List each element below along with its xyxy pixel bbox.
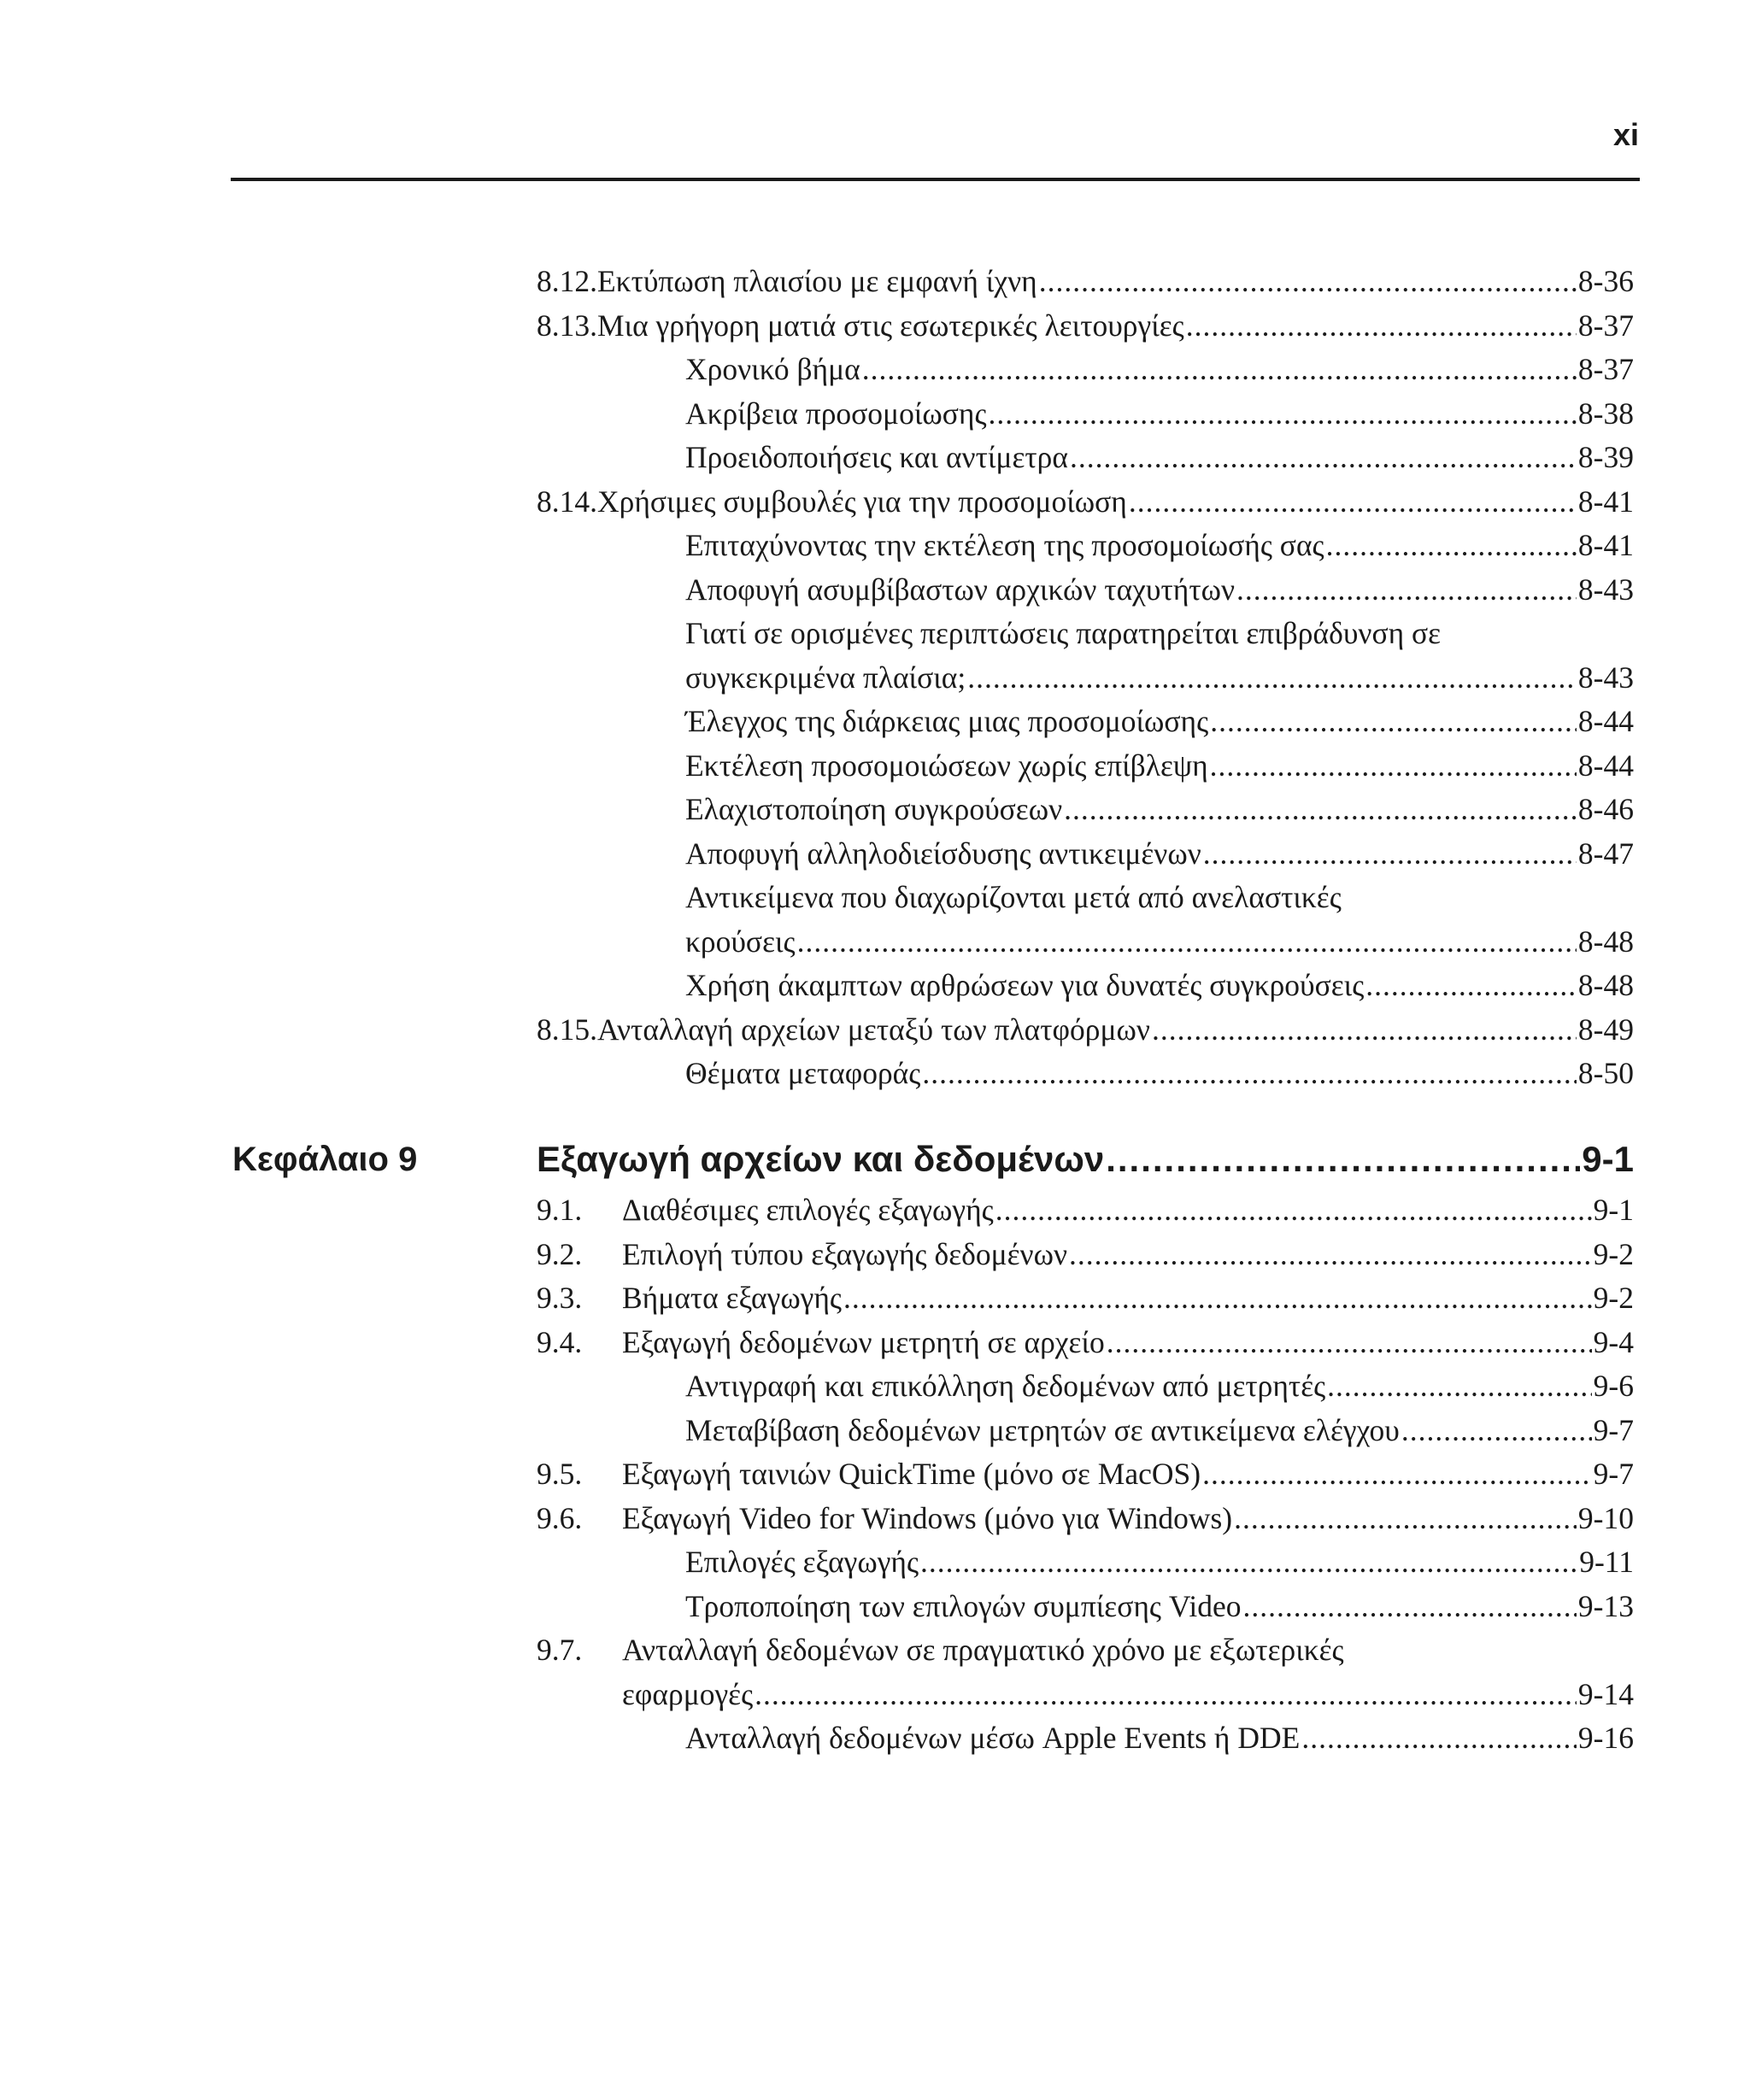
toc-subentry[interactable]: [537, 656, 1634, 701]
toc-section-9: [537, 1188, 1634, 1761]
toc-entry-title: Διαθέσιμες επιλογές εξαγωγής: [622, 1193, 994, 1227]
toc-subentry[interactable]: [537, 1364, 1634, 1409]
toc-entry-page: 8-38: [1577, 396, 1634, 431]
toc-subentry[interactable]: [537, 1409, 1634, 1453]
dot-leader: [1210, 744, 1577, 789]
toc-subentry[interactable]: [537, 392, 1634, 437]
dot-leader: [922, 1052, 1577, 1096]
toc-subentry[interactable]: [537, 1585, 1634, 1629]
dot-leader: [1365, 964, 1577, 1008]
chapter-title-link[interactable]: [537, 1138, 1634, 1181]
toc-subentry[interactable]: [537, 568, 1634, 613]
dot-leader: [989, 392, 1577, 437]
toc-subentry[interactable]: [537, 524, 1634, 568]
toc-entry[interactable]: [537, 1452, 1634, 1497]
toc-subentry[interactable]: [537, 1716, 1634, 1761]
toc-entry[interactable]: [537, 1233, 1634, 1277]
toc-subentry[interactable]: [537, 436, 1634, 480]
dot-leader: [1234, 1497, 1577, 1541]
dot-leader: [920, 1540, 1577, 1585]
toc-entry-title: Προειδοποιήσεις και αντίμετρα: [685, 440, 1068, 474]
toc-entry-title: Χρήση άκαμπτων αρθρώσεων για δυνατές συγκρούσεις: [685, 968, 1365, 1002]
dot-leader: [967, 656, 1577, 701]
toc-entry-title: 8.15.Ανταλλαγή αρχείων μεταξύ των πλατφόρμων: [537, 1012, 1150, 1047]
dot-leader: [797, 920, 1577, 965]
toc-entry-title: Εξαγωγή δεδομένων μετρητή σε αρχείο: [622, 1324, 1105, 1359]
toc-entry-page: 9-7: [1593, 1457, 1634, 1491]
toc-section-8: [537, 260, 1634, 1096]
toc-entry-title-line1: Αντικείμενα που διαχωρίζονται μετά από ανελαστικές: [685, 880, 1342, 914]
dot-leader: [1039, 260, 1577, 304]
dot-leader: [1064, 788, 1577, 832]
toc-subentry[interactable]: [537, 744, 1634, 789]
toc-subentry[interactable]: [537, 348, 1634, 392]
dot-leader: [1203, 832, 1577, 877]
toc-entry-title: 8.12.Εκτύπωση πλαισίου με εμφανή ίχνη: [537, 264, 1037, 298]
toc-entry-title: Αποφυγή αλληλοδιείσδυσης αντικειμένων: [685, 836, 1201, 871]
toc-entry-page: 8-48: [1577, 968, 1634, 1002]
toc-entry-page: 9-6: [1593, 1369, 1634, 1403]
dot-leader: [1242, 1585, 1576, 1629]
dot-leader: [1070, 436, 1577, 480]
dot-leader: [1327, 1364, 1592, 1409]
toc-entry-page: 8-43: [1577, 660, 1634, 695]
toc-subentry[interactable]: [537, 700, 1634, 744]
toc-subentry[interactable]: [537, 964, 1634, 1008]
toc-subentry-line1[interactable]: [537, 876, 1634, 920]
toc-entry-number: 9.1.: [537, 1193, 583, 1227]
toc-entry-page: 8-41: [1577, 528, 1634, 562]
dot-leader: [1107, 1321, 1592, 1365]
toc-entry-page: 8-37: [1577, 352, 1634, 386]
toc-entry-title: εφαρμογές: [622, 1676, 754, 1711]
dot-leader: [1210, 700, 1577, 744]
toc-entry-title: 8.14.Χρήσιμες συμβουλές για την προσομοίωση: [537, 484, 1127, 519]
toc-entry-page: 8-47: [1577, 836, 1634, 871]
toc-entry-title: Βήματα εξαγωγής: [622, 1281, 842, 1315]
toc-entry-page: 8-44: [1577, 704, 1634, 738]
toc-subentry[interactable]: [537, 832, 1634, 877]
toc-entry-title: Ελαχιστοποίηση συγκρούσεων: [685, 792, 1063, 826]
toc-entry-title: Εκτέλεση προσομοιώσεων χωρίς επίβλεψη: [685, 748, 1208, 783]
toc-entry-number: 9.4.: [537, 1324, 583, 1359]
toc-entry[interactable]: [537, 1188, 1634, 1233]
toc-entry-page: 9-2: [1593, 1281, 1634, 1315]
toc-entry-title: 8.13.Μια γρήγορη ματιά στις εσωτερικές λειτουργίες: [537, 308, 1184, 343]
toc-entry-page: 9-13: [1577, 1588, 1634, 1623]
toc-entry-page: 8-44: [1577, 748, 1634, 783]
toc-subentry-line1[interactable]: [537, 612, 1634, 656]
dot-leader: [1186, 304, 1577, 349]
toc-entry-number: 9.5.: [537, 1457, 583, 1491]
dot-leader: [1326, 524, 1577, 568]
toc-entry-number: 9.3.: [537, 1281, 583, 1315]
toc-entry-page: 8-37: [1577, 308, 1634, 343]
toc-entry[interactable]: [537, 1008, 1634, 1053]
toc-entry[interactable]: [537, 1276, 1634, 1321]
toc-entry-title: Έλεγχος της διάρκειας μιας προσομοίωσης: [685, 704, 1209, 738]
toc-entry-page: 9-14: [1577, 1676, 1634, 1711]
toc-entry[interactable]: [537, 480, 1634, 525]
toc-entry-title: Αποφυγή ασυμβίβαστων αρχικών ταχυτήτων: [685, 572, 1236, 607]
toc-entry-page: 8-48: [1577, 924, 1634, 959]
toc-entry-title: Χρονικό βήμα: [685, 352, 860, 386]
toc-entry-title: Ανταλλαγή δεδομένων μέσω Apple Events ή DDE: [685, 1721, 1301, 1755]
toc-entry-page: 9-2: [1593, 1236, 1634, 1271]
toc-subentry[interactable]: [537, 920, 1634, 965]
dot-leader: [1069, 1233, 1592, 1277]
page-number: xi: [1612, 117, 1639, 152]
dot-leader: [1202, 1452, 1592, 1497]
toc-entry-title: Επιλογές εξαγωγής: [685, 1545, 919, 1579]
toc-entry-page: 8-39: [1577, 440, 1634, 474]
toc-entry-page: 8-43: [1577, 572, 1634, 607]
toc-entry-page: 9-1: [1593, 1193, 1634, 1227]
dot-leader: [1129, 480, 1577, 525]
toc-entry-title: Μεταβίβαση δεδομένων μετρητών σε αντικείμενα ελέγχου: [685, 1412, 1400, 1447]
dot-leader: [1236, 568, 1577, 613]
toc-entry-number: 9.7.: [537, 1633, 583, 1667]
toc-entry[interactable]: [537, 304, 1634, 349]
toc-entry-page: 8-46: [1577, 792, 1634, 826]
toc-entry-page: 9-11: [1579, 1545, 1634, 1579]
toc-entry-title: Αντιγραφή και επικόλληση δεδομένων από μετρητές: [685, 1369, 1326, 1403]
toc-subentry[interactable]: [537, 1540, 1634, 1585]
toc-entry-number: 9.6.: [537, 1500, 583, 1535]
dot-leader: [995, 1188, 1592, 1233]
toc-entry-title-line1: Ανταλλαγή δεδομένων σε πραγματικό χρόνο με εξωτερικές: [622, 1633, 1344, 1667]
toc-entry-page: 8-50: [1577, 1056, 1634, 1090]
chapter-page: 9-1: [1582, 1139, 1634, 1179]
toc-entry[interactable]: [537, 1321, 1634, 1365]
toc-entry-title: Τροποποίηση των επιλογών συμπίεσης Video: [685, 1588, 1242, 1623]
header-rule: [231, 178, 1640, 181]
toc-entry-title: Εξαγωγή ταινιών QuickTime (μόνο σε MacOS): [622, 1457, 1201, 1491]
toc-entry-title: Επιλογή τύπου εξαγωγής δεδομένων: [622, 1236, 1067, 1271]
toc-subentry[interactable]: [537, 1052, 1634, 1096]
toc-entry[interactable]: [537, 1497, 1634, 1541]
toc-entry-title: Εξαγωγή Video for Windows (μόνο για Windows): [622, 1500, 1233, 1535]
toc-entry-page: 8-49: [1577, 1012, 1634, 1047]
toc-entry-page: 9-10: [1577, 1500, 1634, 1535]
toc-entry-title-line1: Γιατί σε ορισμένες περιπτώσεις παρατηρείται επιβράδυνση σε: [685, 616, 1442, 650]
chapter-title: Εξαγωγή αρχείων και δεδομένων: [537, 1139, 1105, 1179]
toc-entry-title: Ακρίβεια προσομοίωσης: [685, 396, 987, 431]
dot-leader: [1152, 1008, 1577, 1053]
dot-leader: [843, 1276, 1592, 1321]
toc-entry-title: συγκεκριμένα πλαίσια;: [685, 660, 966, 695]
toc-entry-title: κρούσεις: [685, 924, 796, 959]
toc-entry-title: Θέματα μεταφοράς: [685, 1056, 921, 1090]
toc-entry-number: 9.2.: [537, 1236, 583, 1271]
dot-leader: [755, 1673, 1577, 1717]
toc-entry-line1[interactable]: [537, 1628, 1634, 1673]
toc-entry[interactable]: [537, 260, 1634, 304]
toc-entry-page: 9-4: [1593, 1324, 1634, 1359]
dot-leader: [1301, 1716, 1577, 1761]
toc-entry-title: Επιταχύνοντας την εκτέλεση της προσομοίωσής σας: [685, 528, 1324, 562]
toc-entry-page: 8-36: [1577, 264, 1634, 298]
dot-leader: [862, 348, 1577, 392]
dot-leader: [1401, 1409, 1592, 1453]
toc-entry[interactable]: [537, 1673, 1634, 1717]
toc-entry-page: 8-41: [1577, 484, 1634, 519]
toc-subentry[interactable]: [537, 788, 1634, 832]
dot-leader: [1106, 1138, 1580, 1181]
toc-entry-page: 9-7: [1593, 1412, 1634, 1447]
chapter-label: Κεφάλαιο 9: [232, 1141, 418, 1178]
toc-entry-page: 9-16: [1577, 1721, 1634, 1755]
